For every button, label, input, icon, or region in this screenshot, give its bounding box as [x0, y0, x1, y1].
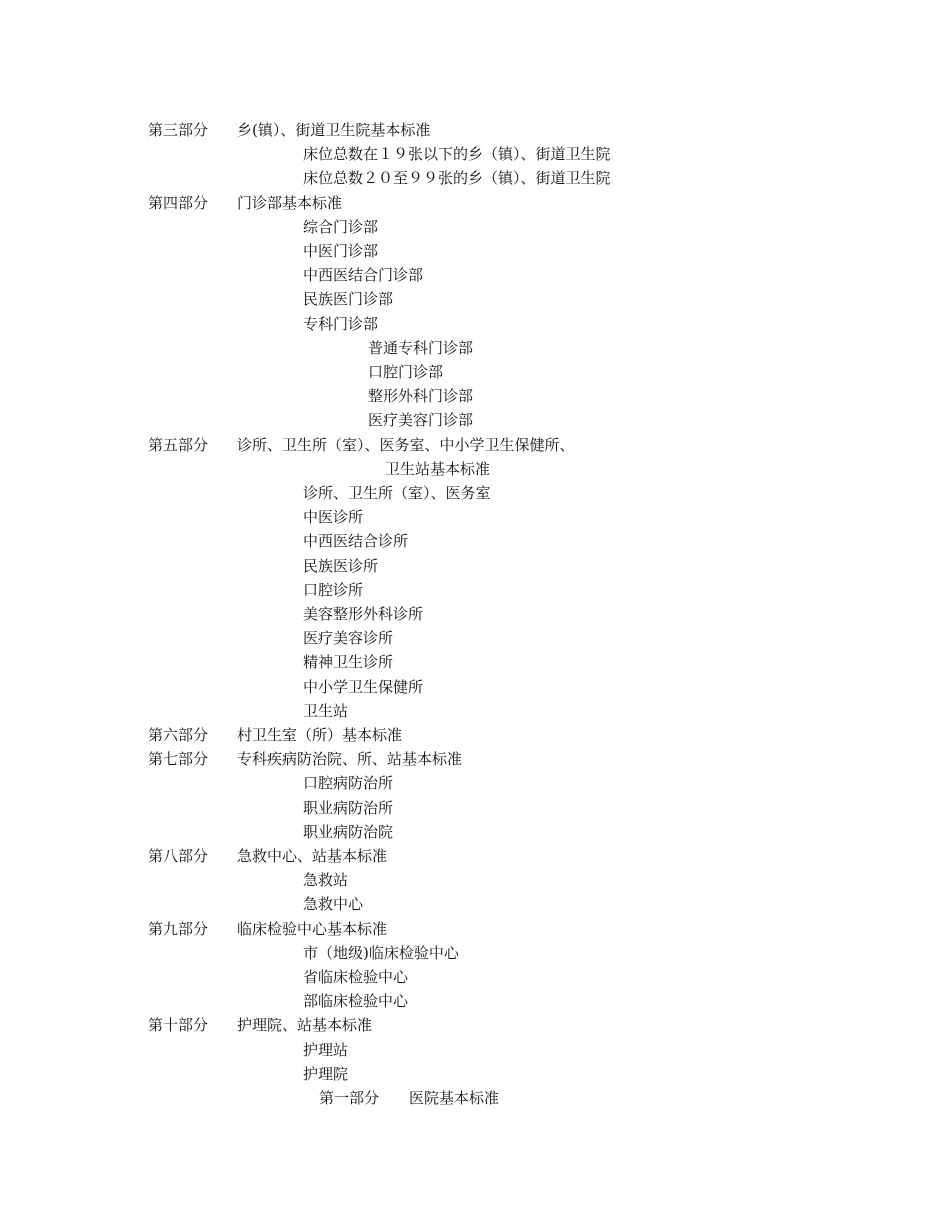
part-label: 第三部分 — [148, 121, 209, 139]
sub-subsection-item: 医疗美容门诊部 — [368, 411, 474, 430]
part-title: 临床检验中心基本标准 — [237, 919, 388, 938]
subsection-item: 中西医结合门诊部 — [303, 266, 424, 285]
subsection-item: 护理站 — [303, 1040, 349, 1059]
subsection-item: 部临床检验中心 — [303, 992, 409, 1011]
subsection-item: 民族医门诊部 — [303, 290, 394, 309]
subsection-item: 精神卫生诊所 — [303, 653, 394, 672]
part-label: 第四部分 — [148, 193, 209, 212]
subsection-item: 专科门诊部 — [303, 314, 379, 333]
subsection-item: 省临床检验中心 — [303, 968, 409, 986]
part-heading — [0, 919, 950, 939]
subsection-item: 医疗美容诊所 — [303, 629, 394, 648]
part-title: 专科疾病防治院、所、站基本标准 — [237, 750, 463, 769]
part-label: 第九部分 — [148, 919, 209, 938]
part-label: 第五部分 — [148, 435, 209, 454]
subsection-item: 职业病防治所 — [303, 798, 394, 817]
subsection-item: 急救站 — [303, 871, 349, 890]
part-title: 村卫生室（所）基本标准 — [237, 726, 403, 744]
subsection-item: 口腔病防治所 — [303, 774, 394, 793]
sub-subsection-item: 整形外科门诊部 — [368, 387, 474, 406]
part-label: 第六部分 — [148, 726, 209, 744]
part-heading — [0, 435, 950, 455]
sub-subsection-item: 口腔门诊部 — [368, 363, 444, 381]
part-heading — [0, 846, 950, 866]
part-title: 诊所、卫生所（室）、医务室、中小学卫生保健所、 — [237, 435, 575, 454]
part-label: 第十部分 — [148, 1016, 209, 1035]
part-title: 门诊部基本标准 — [237, 193, 343, 212]
part-title: 乡(镇）、街道卫生院基本标准 — [237, 121, 431, 139]
subsection-item: 综合门诊部 — [303, 217, 379, 236]
part-heading — [0, 1015, 950, 1035]
part-title: 护理院、站基本标准 — [237, 1016, 373, 1035]
subsection-item: 口腔诊所 — [303, 580, 364, 599]
subsection-item: 中医诊所 — [303, 508, 364, 527]
subsection-item: 中西医结合诊所 — [303, 532, 409, 551]
subsection-item: 职业病防治院 — [303, 822, 394, 841]
subsection-item: 中小学卫生保健所 — [303, 677, 424, 696]
part-label: 第八部分 — [148, 847, 209, 865]
part-title: 急救中心、站基本标准 — [237, 847, 388, 865]
title-continuation: 卫生站基本标准 — [385, 459, 491, 478]
subsection-item: 诊所、卫生所（室）、医务室 — [303, 484, 491, 502]
part-heading — [0, 193, 950, 213]
part-label: 第七部分 — [148, 750, 209, 769]
part-heading — [0, 725, 950, 745]
section-heading: 第一部分 医院基本标准 — [319, 1089, 500, 1107]
subsection-item: 床位总数在１９张以下的乡（镇）、街道卫生院 — [303, 145, 611, 164]
subsection-item: 卫生站 — [303, 701, 349, 720]
subsection-item: 护理院 — [303, 1064, 349, 1083]
subsection-item: 民族医诊所 — [303, 556, 379, 575]
part-heading — [0, 120, 950, 140]
subsection-item: 中医门诊部 — [303, 242, 379, 260]
subsection-item: 床位总数２０至９９张的乡（镇）、街道卫生院 — [303, 169, 611, 188]
sub-subsection-item: 普通专科门诊部 — [368, 338, 474, 357]
subsection-item: 急救中心 — [303, 895, 364, 914]
subsection-item: 美容整形外科诊所 — [303, 605, 424, 623]
part-heading — [0, 749, 950, 769]
subsection-item: 市（地级)临床检验中心 — [303, 943, 459, 962]
